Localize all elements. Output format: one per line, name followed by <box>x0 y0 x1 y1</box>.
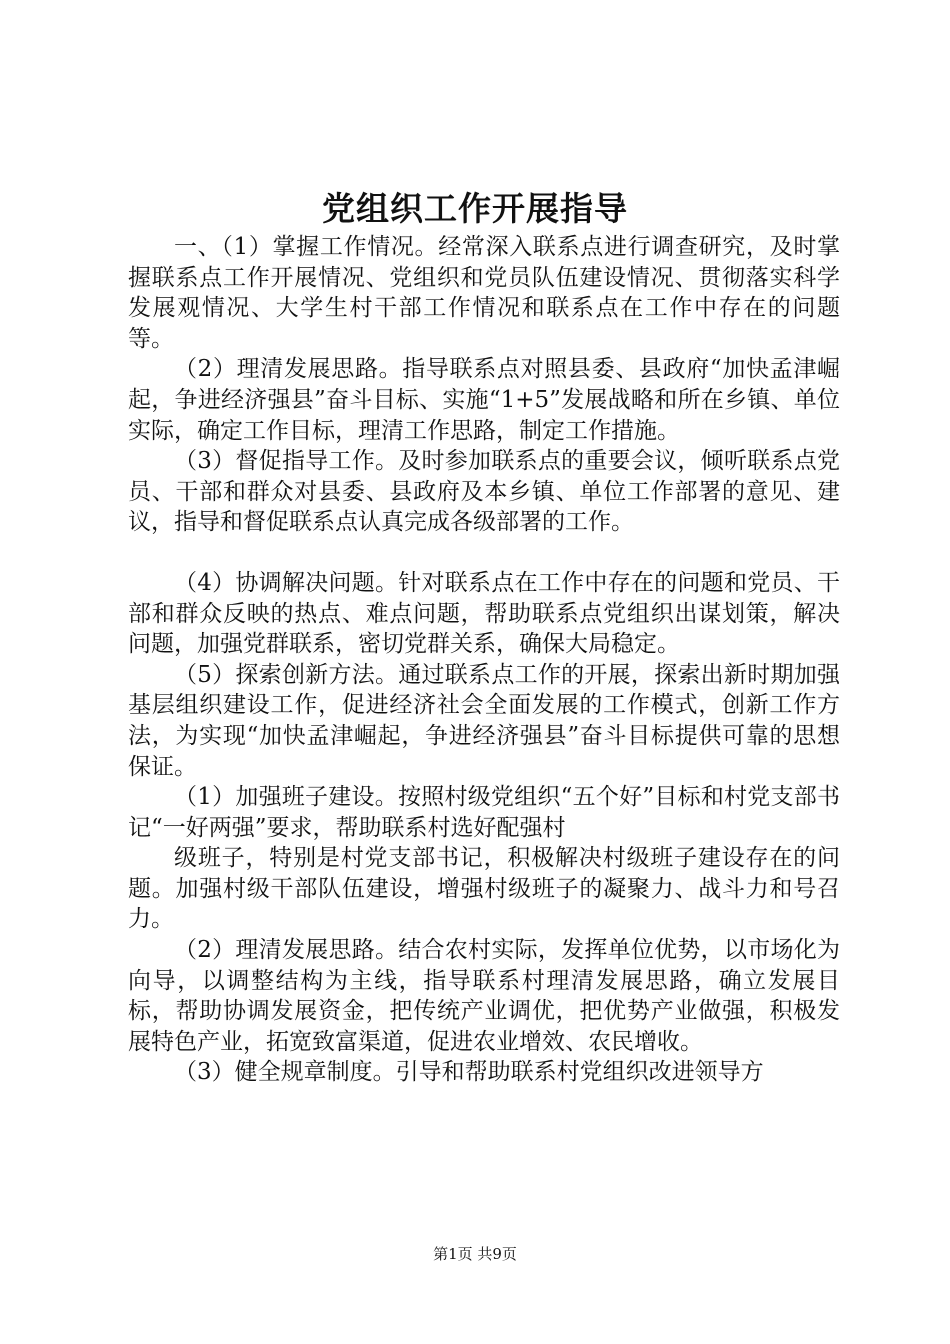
paragraph: 一、（1）掌握工作情况。经常深入联系点进行调查研究，及时掌握联系点工作开展情况、党组织和党员队伍建设情况、贯彻落实科学发展观情况、大学生村干部工作情况和联系点在工作中存在的问题等。 <box>128 234 840 352</box>
document-title: 党组织工作开展指导 <box>322 189 628 228</box>
paragraph: （3）督促指导工作。及时参加联系点的重要会议，倾听联系点党员、干部和群众对县委、县政府及本乡镇、单位工作部署的意见、建议，指导和督促联系点认真完成各级部署的工作。 <box>128 448 840 536</box>
paragraph: （4）协调解决问题。针对联系点在工作中存在的问题和党员、干部和群众反映的热点、难点问题，帮助联系点党组织出谋划策，解决问题，加强党群联系，密切党群关系，确保大局稳定。 <box>128 569 840 658</box>
paragraph: （3）健全规章制度。引导和帮助联系村党组织改进领导方 <box>174 1059 764 1086</box>
document-body <box>128 232 840 1088</box>
paragraph: （1）加强班子建设。按照村级党组织“五个好”目标和村党支部书记“一好两强”要求，帮助联系村选好配强村 <box>128 784 840 841</box>
paragraph: （2）理清发展思路。结合农村实际，发挥单位优势，以市场化为向导，以调整结构为主线，指导联系村理清发展思路，确立发展目标，帮助协调发展资金，把传统产业调优，把优势产业做强，积极发展特色产业，拓宽致富渠道，促进农业增效、农民增收。 <box>128 937 840 1055</box>
paragraph: （2）理清发展思路。指导联系点对照县委、县政府“加快孟津崛起，争进经济强县”奋斗目标、实施“1+5”发展战略和所在乡镇、单位实际，确定工作目标，理清工作思路，制定工作措施。 <box>128 356 840 444</box>
page-number-footer: 第1页 共9页 <box>433 1245 517 1263</box>
paragraph: （5）探索创新方法。通过联系点工作的开展，探索出新时期加强基层组织建设工作，促进经济社会全面发展的工作模式，创新工作方法，为实现“加快孟津崛起，争进经济强县”奋斗目标提供可靠的思想保证。 <box>128 661 840 780</box>
paragraph: 级班子，特别是村党支部书记，积极解决村级班子建设存在的问题。加强村级干部队伍建设，增强村级班子的凝聚力、战斗力和号召力。 <box>128 845 840 933</box>
